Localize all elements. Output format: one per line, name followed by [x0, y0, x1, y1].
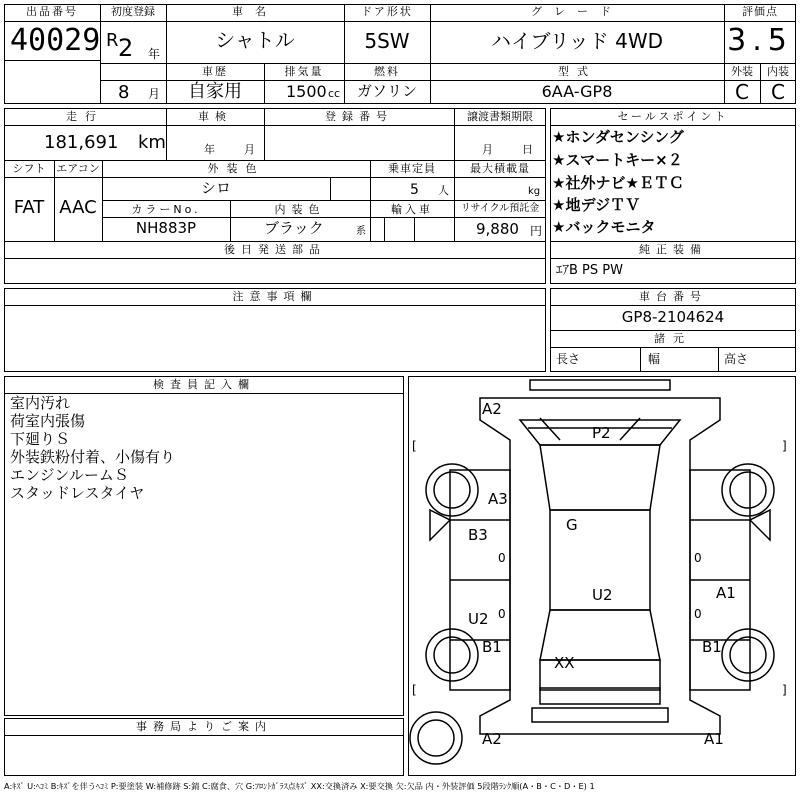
door-label: ドア形状 — [361, 5, 413, 18]
ac-label: エアコン — [56, 162, 100, 175]
recycle-label: リサイクル預託金 — [460, 203, 540, 214]
zero-right-2: 0 — [694, 607, 702, 621]
era: R — [106, 30, 119, 51]
color-no: NH883P — [135, 219, 197, 237]
displacement-unit: cc — [328, 87, 341, 100]
fuel-label: 燃料 — [374, 65, 400, 78]
length-label: 長さ — [556, 352, 581, 366]
capacity-label: 乗車定員 — [388, 162, 436, 175]
lot-number: 40029 — [10, 23, 101, 58]
mark-b1-left: B1 — [482, 638, 502, 656]
mark-a2-bottom: A2 — [482, 730, 502, 748]
mark-a1-bottom: A1 — [704, 730, 724, 748]
mark-a1-right: A1 — [716, 584, 736, 602]
year-unit: 年 — [148, 47, 161, 61]
chassis-label: 車台番号 — [639, 290, 707, 303]
inspector-line-4: 外装鉄粉付着、小傷有り — [10, 448, 176, 466]
inspector-line-5: エンジンルームＳ — [10, 466, 129, 484]
inspector-line-6: スタッドレスタイヤ — [10, 484, 145, 502]
equipment-value: ｴｱB PS PW — [556, 263, 623, 278]
transfer-day: 日 — [522, 143, 533, 156]
history: 自家用 — [188, 81, 242, 102]
mark-b3: B3 — [468, 526, 488, 544]
inspector-line-3: 下廻りＳ — [10, 430, 71, 448]
mark-u2-left: U2 — [468, 610, 489, 628]
load-label: 最大積載量 — [470, 162, 530, 175]
mark-g: G — [566, 516, 578, 534]
mileage-unit: km — [138, 132, 166, 153]
zero-right-1: 0 — [694, 551, 702, 565]
mark-b1-right: B1 — [702, 638, 722, 656]
selling-points-label: セールスポイント — [617, 110, 729, 123]
dimensions-label: 諸元 — [654, 332, 692, 345]
capacity: 5 — [410, 182, 419, 198]
ext-color-label: 外装色 — [207, 162, 265, 175]
equipment-label: 純正装備 — [639, 243, 707, 256]
notes-label: 注意事項欄 — [232, 290, 318, 303]
mark-p2: P2 — [592, 424, 611, 442]
later-label: 後日発送部品 — [224, 243, 326, 256]
legend: A:ｷｽﾞ U:ﾍｺﾐ B:ｷｽﾞを伴うﾍｺﾐ P:要塗装 W:補修跡 S:錆 C:腐食、穴 G:ﾌﾛﾝﾄｶﾞﾗｽ点ｷｽﾞ XX:交換済み X:要交換 欠:欠品 内・外装評価 5段階ﾗﾝｸ順(A・B・C・D・E) 1 — [4, 781, 595, 791]
width-label: 幅 — [648, 352, 661, 366]
mark-u2-center: U2 — [592, 586, 613, 604]
selling-point-5: ★バックモニタ — [552, 218, 656, 236]
door-type: 5SW — [364, 29, 410, 53]
selling-point-3: ★社外ナビ★ＥＴＣ — [552, 174, 684, 192]
ext-color: シロ — [200, 179, 231, 197]
reg-label: 登録番号 — [325, 110, 393, 123]
selling-point-1: ★ホンダセンシング — [552, 128, 684, 146]
transfer-month: 月 — [482, 143, 493, 156]
selling-point-4: ★地デジＴＶ — [552, 196, 641, 214]
bracket-left-bottom: [ — [412, 683, 417, 697]
displacement-label: 排気量 — [284, 65, 324, 78]
bracket-right-top: ] — [782, 439, 787, 453]
fuel: ガソリン — [356, 82, 417, 100]
year-label: 初度登録 — [111, 5, 155, 18]
shift: FAT — [13, 197, 45, 218]
year: 2 — [118, 34, 134, 62]
interior-grade: C — [771, 80, 785, 104]
zero-left-1: 0 — [498, 551, 506, 565]
mileage: 181,691 — [44, 132, 119, 153]
ac: AAC — [59, 197, 97, 218]
inspection-label: 車検 — [198, 110, 232, 123]
mileage-label: 走行 — [66, 110, 104, 123]
transfer-label: 譲渡書類期限 — [467, 110, 533, 123]
height-label: 高さ — [724, 352, 749, 366]
chassis-number: GP8-2104624 — [621, 308, 725, 326]
car-name: シャトル — [215, 28, 295, 52]
mark-a2-top: A2 — [482, 400, 502, 418]
zero-left-2: 0 — [498, 607, 506, 621]
name-label: 車名 — [232, 5, 278, 18]
inspection-year: 年 — [204, 143, 215, 156]
mark-a3: A3 — [488, 490, 508, 508]
bracket-right-bottom: ] — [782, 683, 787, 697]
load-unit: kg — [528, 186, 541, 197]
interior-label: 内装 — [767, 65, 789, 78]
int-color-unit: 系 — [356, 226, 366, 237]
grade-label: グレード — [531, 5, 623, 18]
recycle: 9,880 — [476, 220, 519, 238]
capacity-unit: 人 — [438, 184, 449, 197]
history-label: 車歴 — [202, 65, 228, 78]
inspection-month: 月 — [244, 143, 255, 156]
month: 8 — [118, 82, 130, 103]
lot-label: 出品番号 — [26, 5, 78, 18]
int-color-label: 内装色 — [274, 203, 326, 216]
model: 6AA-GP8 — [541, 82, 613, 101]
shift-label: シフト — [12, 162, 46, 175]
model-label: 型式 — [558, 65, 596, 78]
import-label: 輸入車 — [391, 203, 433, 216]
office-label: 事務局よりご案内 — [136, 720, 272, 733]
recycle-unit: 円 — [530, 224, 543, 238]
score-label: 評価点 — [742, 5, 778, 18]
month-unit: 月 — [148, 87, 161, 101]
inspector-line-1: 室内汚れ — [10, 394, 71, 412]
grade: ハイブリッド 4WD — [490, 29, 664, 53]
exterior-grade: C — [735, 80, 749, 104]
inspector-line-2: 荷室内張傷 — [10, 412, 86, 430]
color-no-label: カラーNo. — [131, 203, 201, 216]
displacement: 1500 — [286, 82, 327, 101]
int-color: ブラック — [264, 219, 324, 237]
inspector-label: 検査員記入欄 — [153, 378, 255, 391]
bracket-left-top: [ — [412, 439, 417, 453]
mark-xx: XX — [554, 654, 575, 672]
exterior-label: 外装 — [731, 65, 753, 78]
selling-point-2: ★スマートキー×２ — [552, 151, 683, 169]
score: 3.5 — [727, 23, 793, 58]
